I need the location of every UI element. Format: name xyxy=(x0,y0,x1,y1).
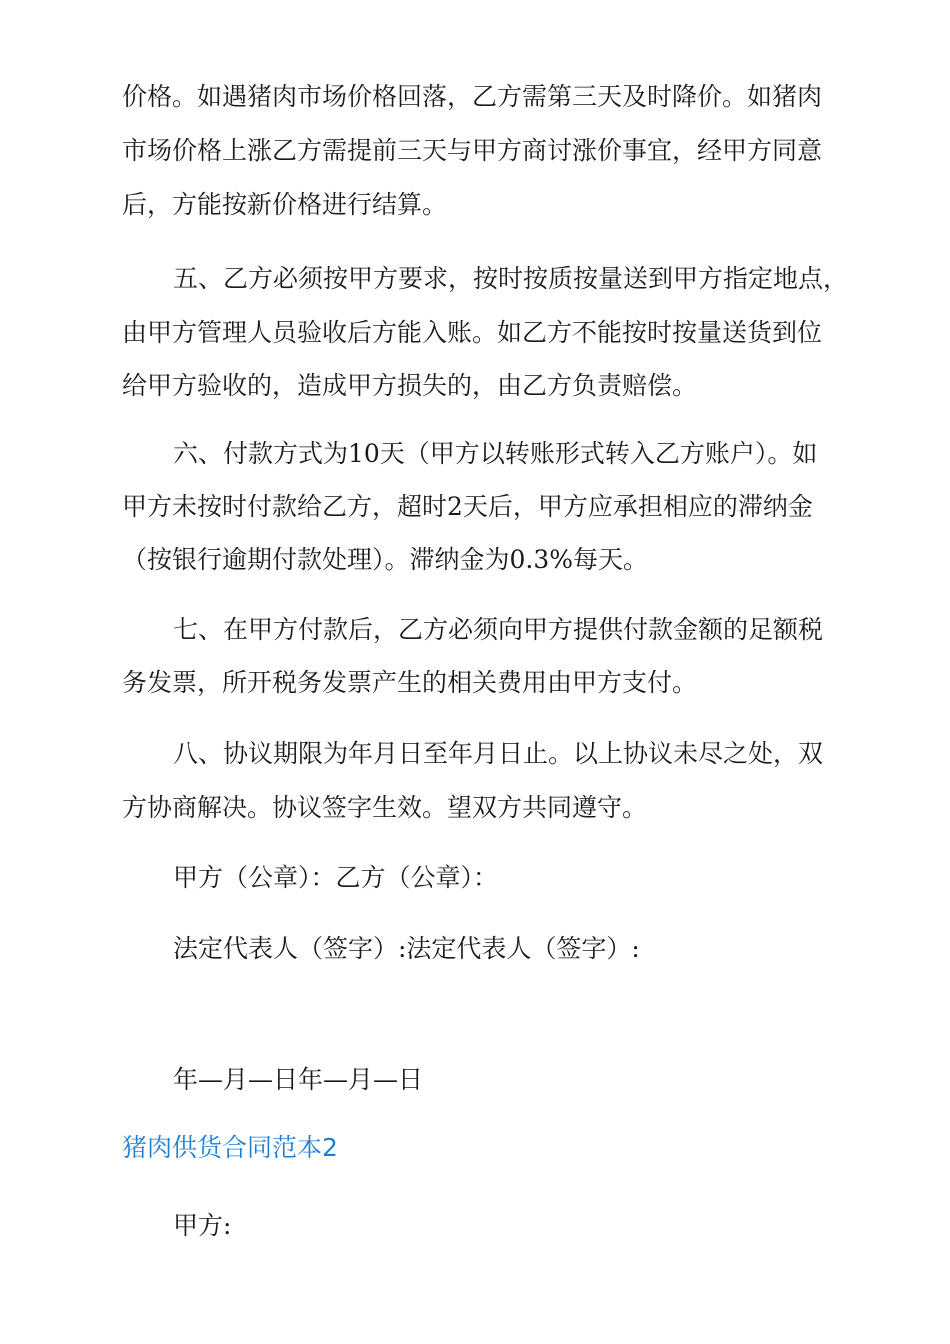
paragraph-4-line-3: 后，方能按新价格进行结算。 xyxy=(122,190,448,219)
paragraph-5-line-1: 五、乙方必须按甲方要求，按时按质按量送到甲方指定地点， xyxy=(173,264,849,293)
signature-representative-line: 法定代表人（签字）:法定代表人（签字）: xyxy=(173,934,640,963)
paragraph-6-line-3: （按银行逾期付款处理）。滞纳金为0.3%每天。 xyxy=(122,545,649,574)
paragraph-5-line-3: 给甲方验收的，造成甲方损失的，由乙方负责赔偿。 xyxy=(122,371,698,400)
signature-date-line: 年—月—日年—月—日 xyxy=(173,1065,424,1094)
paragraph-7-line-1: 七、在甲方付款后，乙方必须向甲方提供付款金额的足额税 xyxy=(173,615,824,644)
paragraph-4-line-2: 市场价格上涨乙方需提前三天与甲方商讨涨价事宜，经甲方同意 xyxy=(122,136,823,165)
paragraph-7-line-2: 务发票，所开税务发票产生的相关费用由甲方支付。 xyxy=(122,668,698,697)
paragraph-8-line-1: 八、协议期限为年月日至年月日止。以上协议未尽之处，双 xyxy=(173,739,824,768)
section-heading: 猪肉供货合同范本2 xyxy=(122,1133,338,1162)
paragraph-4-line-1: 价格。如遇猪肉市场价格回落，乙方需第三天及时降价。如猪肉 xyxy=(122,82,823,111)
paragraph-5-line-2: 由甲方管理人员验收后方能入账。如乙方不能按时按量送货到位 xyxy=(122,318,823,347)
signature-seal-line: 甲方（公章）：乙方（公章）： xyxy=(173,863,499,892)
paragraph-8-line-2: 方协商解决。协议签字生效。望双方共同遵守。 xyxy=(122,793,648,822)
paragraph-6-line-1: 六、付款方式为10天（甲方以转账形式转入乙方账户）。如 xyxy=(173,439,818,468)
paragraph-6-line-2: 甲方未按时付款给乙方，超时2天后，甲方应承担相应的滞纳金 xyxy=(122,492,813,521)
party-a-label: 甲方: xyxy=(173,1211,232,1240)
